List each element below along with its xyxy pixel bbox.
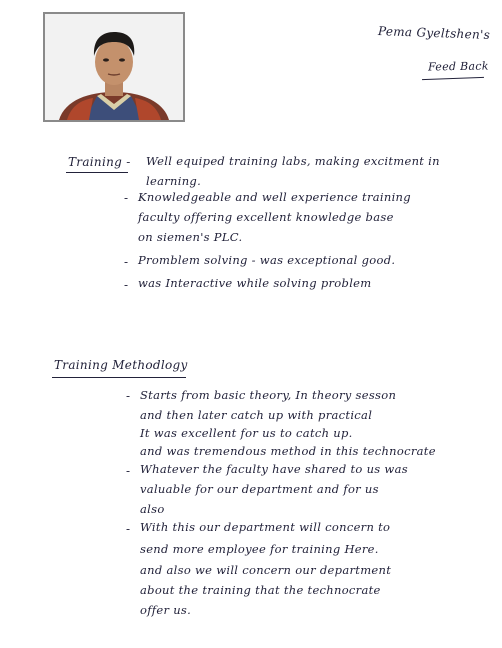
methodology-bullet-line: and also we will concern our department — [140, 563, 392, 577]
bullet-marker: - — [126, 522, 131, 536]
bullet-marker: - — [126, 464, 131, 478]
bullet-marker: - — [126, 389, 131, 403]
methodology-bullet-line: Starts from basic theory, In theory sesson — [140, 388, 397, 402]
training-bullet-line: was Interactive while solving problem — [138, 276, 372, 290]
profile-photo — [43, 12, 185, 122]
methodology-heading: Training Methodlogy — [54, 358, 188, 372]
training-intro-line: learning. — [146, 174, 202, 188]
author-name: Pema Gyeltshen's — [377, 24, 491, 42]
document-subtitle: Feed Back — [427, 59, 489, 74]
training-heading-underline — [66, 172, 128, 173]
training-heading: Training - — [68, 155, 131, 169]
methodology-heading-underline — [52, 377, 186, 378]
methodology-bullet-line: offer us. — [140, 603, 192, 617]
methodology-bullet-line: send more employee for training Here. — [140, 542, 379, 556]
subtitle-underline — [422, 77, 484, 80]
bullet-marker: - — [124, 278, 129, 292]
bullet-marker: - — [124, 191, 129, 205]
training-bullet-line: Promblem solving - was exceptional good. — [138, 253, 396, 267]
methodology-bullet-line: Whatever the faculty have shared to us was — [140, 462, 408, 476]
person-portrait-icon — [45, 14, 183, 120]
methodology-bullet-line: With this our department will concern to — [140, 520, 391, 534]
training-intro-line: Well equiped training labs, making excitment in — [146, 154, 440, 168]
methodology-bullet-line: It was excellent for us to catch up. — [140, 426, 353, 440]
methodology-bullet-line: valuable for our department and for us — [140, 482, 379, 496]
training-bullet-line: Knowledgeable and well experience training — [138, 190, 411, 204]
training-bullet-line: faculty offering excellent knowledge base — [138, 210, 394, 224]
methodology-bullet-line: and was tremendous method in this technocrate — [140, 444, 436, 458]
methodology-bullet-line: and then later catch up with practical — [140, 408, 373, 422]
methodology-bullet-line: about the training that the technocrate — [140, 583, 381, 597]
training-bullet-line: on siemen's PLC. — [138, 230, 243, 244]
methodology-bullet-line: also — [140, 502, 165, 516]
bullet-marker: - — [124, 255, 129, 269]
